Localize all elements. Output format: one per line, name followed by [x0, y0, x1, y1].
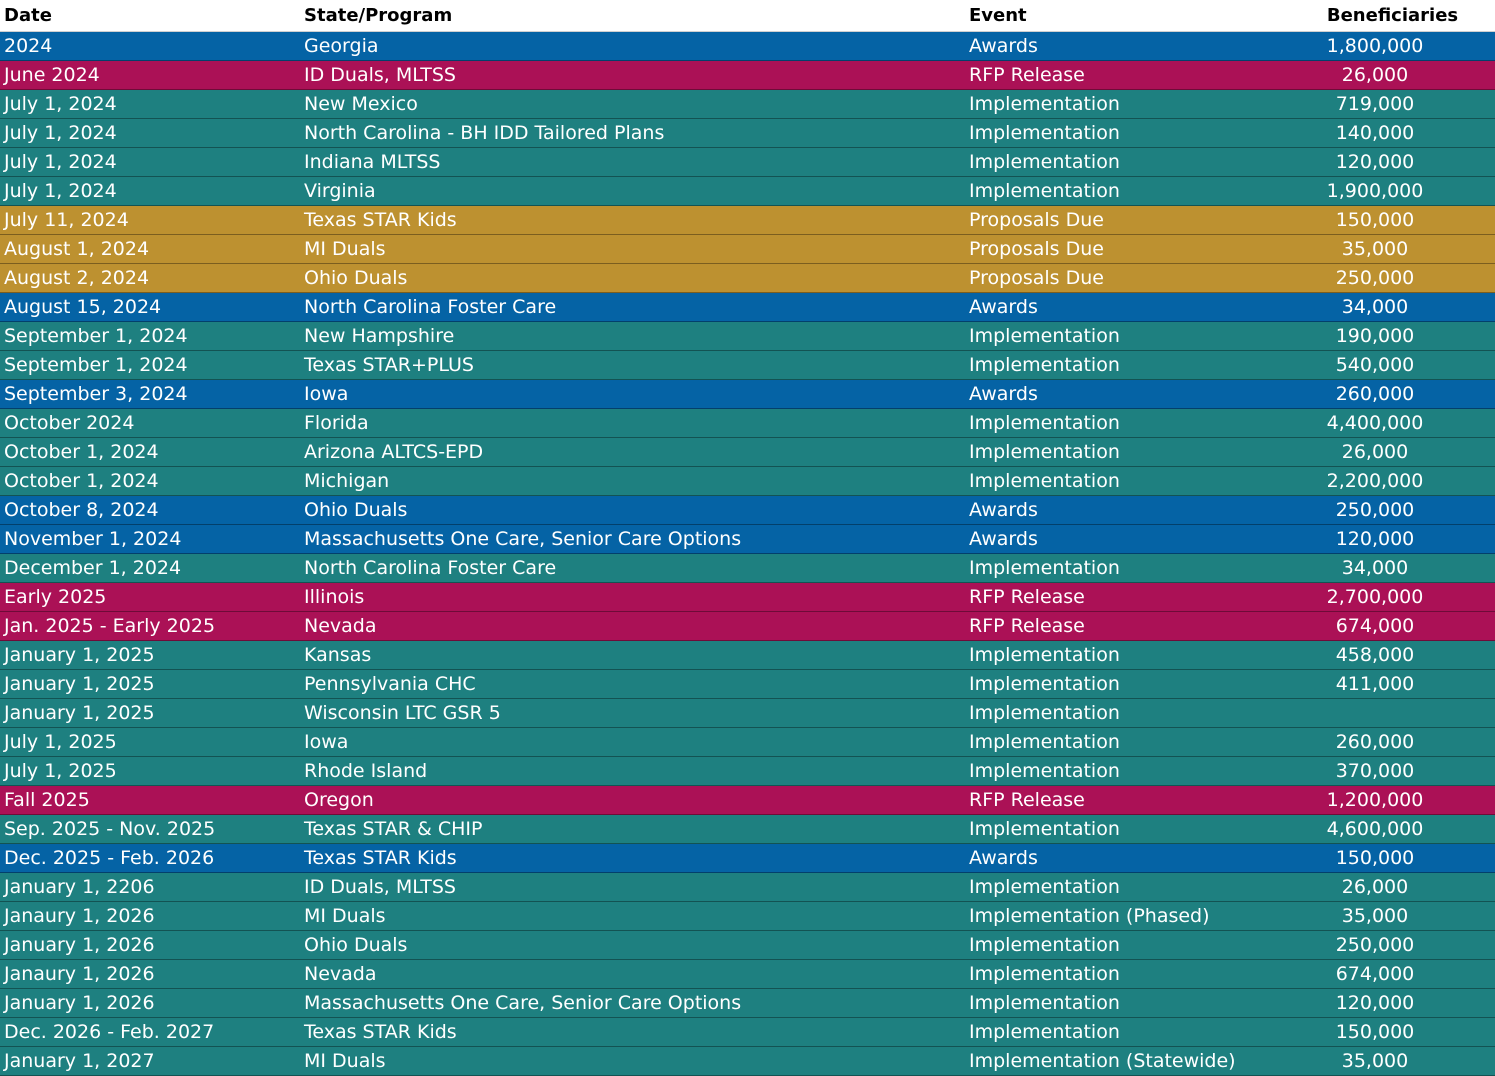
cell-event[interactable]: Implementation	[969, 644, 1120, 666]
table-row[interactable]	[0, 554, 1495, 583]
cell-event[interactable]: Awards	[969, 499, 1038, 521]
table-row[interactable]	[0, 525, 1495, 554]
cell-event[interactable]: Implementation	[969, 354, 1120, 376]
cell-program[interactable]: Oregon	[304, 789, 374, 811]
table-body	[0, 32, 1495, 1076]
cell-beneficiaries[interactable]: 2,200,000	[1326, 470, 1424, 492]
cell-date[interactable]: October 2024	[4, 412, 135, 434]
column-header-program[interactable]: State/Program	[304, 5, 453, 26]
cell-date[interactable]: January 1, 2025	[4, 673, 155, 695]
cell-date[interactable]: October 8, 2024	[4, 499, 159, 521]
cell-date[interactable]: July 1, 2024	[4, 151, 117, 173]
cell-date[interactable]: 2024	[4, 35, 53, 57]
cell-program[interactable]: New Hampshire	[304, 325, 455, 347]
cell-beneficiaries[interactable]: 1,900,000	[1326, 180, 1424, 202]
cell-program[interactable]: Texas STAR Kids	[304, 847, 457, 869]
cell-beneficiaries[interactable]: 26,000	[1341, 441, 1409, 463]
cell-event[interactable]: Awards	[969, 528, 1038, 550]
cell-beneficiaries[interactable]: 26,000	[1341, 876, 1409, 898]
cell-event[interactable]: RFP Release	[969, 615, 1085, 637]
table-row[interactable]	[0, 931, 1495, 960]
table-row[interactable]	[0, 728, 1495, 757]
cell-beneficiaries[interactable]: 120,000	[1335, 528, 1415, 550]
cell-beneficiaries[interactable]: 719,000	[1335, 93, 1415, 115]
cell-program[interactable]: Wisconsin LTC GSR 5	[304, 702, 501, 724]
column-header-beneficiaries[interactable]: Beneficiaries	[1326, 5, 1459, 26]
cell-beneficiaries[interactable]: 35,000	[1341, 905, 1409, 927]
cell-program[interactable]: Massachusetts One Care, Senior Care Options	[304, 992, 742, 1014]
cell-event[interactable]: Proposals Due	[969, 209, 1104, 231]
table-row[interactable]	[0, 235, 1495, 264]
cell-event[interactable]: Awards	[969, 383, 1038, 405]
cell-date[interactable]: Janaury 1, 2026	[4, 905, 155, 927]
cell-program[interactable]: Pennsylvania CHC	[304, 673, 476, 695]
cell-event[interactable]: Implementation	[969, 441, 1120, 463]
table-row[interactable]	[0, 206, 1495, 235]
cell-program[interactable]: Indiana MLTSS	[304, 151, 441, 173]
cell-program[interactable]: Texas STAR & CHIP	[304, 818, 483, 840]
cell-event[interactable]: Proposals Due	[969, 267, 1104, 289]
cell-event[interactable]: Awards	[969, 296, 1038, 318]
cell-event[interactable]: Implementation	[969, 934, 1120, 956]
cell-event[interactable]: Implementation	[969, 470, 1120, 492]
cell-date[interactable]: July 1, 2024	[4, 93, 117, 115]
cell-date[interactable]: January 1, 2026	[4, 992, 155, 1014]
cell-beneficiaries[interactable]: 260,000	[1335, 731, 1415, 753]
cell-date[interactable]: October 1, 2024	[4, 470, 159, 492]
cell-beneficiaries[interactable]: 150,000	[1335, 209, 1415, 231]
cell-date[interactable]: August 2, 2024	[4, 267, 150, 289]
cell-beneficiaries[interactable]: 34,000	[1341, 296, 1409, 318]
cell-event[interactable]: Implementation (Statewide)	[969, 1050, 1236, 1072]
cell-event[interactable]: Implementation	[969, 151, 1120, 173]
cell-date[interactable]: January 1, 2206	[4, 876, 155, 898]
cell-date[interactable]: November 1, 2024	[4, 528, 182, 550]
cell-date[interactable]: September 1, 2024	[4, 354, 188, 376]
cell-program[interactable]: North Carolina Foster Care	[304, 557, 557, 579]
cell-date[interactable]: January 1, 2025	[4, 702, 155, 724]
cell-program[interactable]: Ohio Duals	[304, 499, 408, 521]
cell-date[interactable]: July 11, 2024	[4, 209, 129, 231]
cell-beneficiaries[interactable]: 190,000	[1335, 325, 1415, 347]
table-row[interactable]	[0, 757, 1495, 786]
cell-program[interactable]: Florida	[304, 412, 369, 434]
cell-event[interactable]: RFP Release	[969, 789, 1085, 811]
cell-date[interactable]: Jan. 2025 - Early 2025	[4, 615, 216, 637]
table-row[interactable]	[0, 467, 1495, 496]
table-row[interactable]	[0, 148, 1495, 177]
table-row[interactable]	[0, 1018, 1495, 1047]
cell-beneficiaries[interactable]: 411,000	[1335, 673, 1415, 695]
table-row[interactable]	[0, 264, 1495, 293]
cell-beneficiaries[interactable]: 458,000	[1335, 644, 1415, 666]
cell-beneficiaries[interactable]: 370,000	[1335, 760, 1415, 782]
cell-date[interactable]: July 1, 2024	[4, 122, 117, 144]
cell-program[interactable]: MI Duals	[304, 238, 386, 260]
table-row[interactable]	[0, 61, 1495, 90]
table-row[interactable]	[0, 641, 1495, 670]
cell-date[interactable]: August 15, 2024	[4, 296, 162, 318]
cell-program[interactable]: Texas STAR Kids	[304, 1021, 457, 1043]
cell-program[interactable]: New Mexico	[304, 93, 418, 115]
table-row[interactable]	[0, 873, 1495, 902]
cell-beneficiaries[interactable]: 26,000	[1341, 64, 1409, 86]
cell-beneficiaries[interactable]: 250,000	[1335, 267, 1415, 289]
cell-event[interactable]: Implementation	[969, 963, 1120, 985]
cell-beneficiaries[interactable]: 150,000	[1335, 1021, 1415, 1043]
cell-beneficiaries[interactable]: 250,000	[1335, 499, 1415, 521]
cell-event[interactable]: Implementation	[969, 325, 1120, 347]
cell-event[interactable]: Implementation	[969, 93, 1120, 115]
cell-date[interactable]: June 2024	[4, 64, 100, 86]
cell-beneficiaries[interactable]: 34,000	[1341, 557, 1409, 579]
cell-date[interactable]: September 1, 2024	[4, 325, 188, 347]
cell-event[interactable]: Implementation	[969, 760, 1120, 782]
cell-program[interactable]: ID Duals, MLTSS	[304, 64, 456, 86]
table-row[interactable]	[0, 119, 1495, 148]
table-row[interactable]	[0, 409, 1495, 438]
cell-date[interactable]: July 1, 2024	[4, 180, 117, 202]
cell-event[interactable]: RFP Release	[969, 64, 1085, 86]
cell-date[interactable]: August 1, 2024	[4, 238, 150, 260]
header-row	[0, 0, 1495, 32]
cell-program[interactable]: Iowa	[304, 731, 349, 753]
table-row[interactable]	[0, 496, 1495, 525]
cell-date[interactable]: January 1, 2025	[4, 644, 155, 666]
cell-program[interactable]: MI Duals	[304, 1050, 386, 1072]
table-row[interactable]	[0, 32, 1495, 61]
column-header-date[interactable]: Date	[4, 5, 52, 26]
cell-date[interactable]: Janaury 1, 2026	[4, 963, 155, 985]
cell-program[interactable]: North Carolina Foster Care	[304, 296, 557, 318]
cell-date[interactable]: Fall 2025	[4, 789, 90, 811]
table-row[interactable]	[0, 322, 1495, 351]
table-row[interactable]	[0, 844, 1495, 873]
cell-date[interactable]: Dec. 2026 - Feb. 2027	[4, 1021, 215, 1043]
cell-beneficiaries[interactable]: 260,000	[1335, 383, 1415, 405]
cell-program[interactable]: Rhode Island	[304, 760, 428, 782]
cell-event[interactable]: Awards	[969, 35, 1038, 57]
table-row[interactable]	[0, 293, 1495, 322]
cell-beneficiaries[interactable]: 4,600,000	[1326, 818, 1424, 840]
cell-event[interactable]: RFP Release	[969, 586, 1085, 608]
cell-beneficiaries[interactable]: 674,000	[1335, 615, 1415, 637]
table-row[interactable]	[0, 786, 1495, 815]
table-row[interactable]	[0, 989, 1495, 1018]
cell-event[interactable]: Implementation	[969, 412, 1120, 434]
table-row[interactable]	[0, 612, 1495, 641]
cell-event[interactable]: Implementation (Phased)	[969, 905, 1210, 927]
cell-event[interactable]: Implementation	[969, 1021, 1120, 1043]
cell-program[interactable]: Texas STAR+PLUS	[304, 354, 474, 376]
cell-program[interactable]: North Carolina - BH IDD Tailored Plans	[304, 122, 665, 144]
cell-event[interactable]: Proposals Due	[969, 238, 1104, 260]
table-row[interactable]	[0, 380, 1495, 409]
table-row[interactable]	[0, 670, 1495, 699]
cell-event[interactable]: Implementation	[969, 557, 1120, 579]
cell-event[interactable]: Implementation	[969, 673, 1120, 695]
cell-beneficiaries[interactable]: 2,700,000	[1326, 586, 1424, 608]
cell-program[interactable]: Massachusetts One Care, Senior Care Options	[304, 528, 742, 550]
column-header-event[interactable]: Event	[969, 5, 1027, 26]
cell-beneficiaries[interactable]: 140,000	[1335, 122, 1415, 144]
cell-date[interactable]: January 1, 2027	[4, 1050, 155, 1072]
cell-beneficiaries[interactable]: 4,400,000	[1326, 412, 1424, 434]
table-row[interactable]	[0, 177, 1495, 206]
cell-beneficiaries[interactable]: 540,000	[1335, 354, 1415, 376]
cell-date[interactable]: January 1, 2026	[4, 934, 155, 956]
cell-event[interactable]: Implementation	[969, 702, 1120, 724]
cell-event[interactable]: Implementation	[969, 876, 1120, 898]
table-row[interactable]	[0, 902, 1495, 931]
cell-date[interactable]: Early 2025	[4, 586, 107, 608]
cell-beneficiaries[interactable]: 250,000	[1335, 934, 1415, 956]
cell-program[interactable]: Kansas	[304, 644, 372, 666]
cell-date[interactable]: Dec. 2025 - Feb. 2026	[4, 847, 215, 869]
cell-date[interactable]: October 1, 2024	[4, 441, 159, 463]
cell-program[interactable]: ID Duals, MLTSS	[304, 876, 456, 898]
table-row[interactable]	[0, 90, 1495, 119]
cell-beneficiaries[interactable]: 120,000	[1335, 992, 1415, 1014]
cell-event[interactable]: Awards	[969, 847, 1038, 869]
table-row[interactable]	[0, 351, 1495, 380]
cell-program[interactable]: Illinois	[304, 586, 365, 608]
cell-date[interactable]: December 1, 2024	[4, 557, 182, 579]
cell-event[interactable]: Implementation	[969, 122, 1120, 144]
cell-event[interactable]: Implementation	[969, 731, 1120, 753]
cell-date[interactable]: Sep. 2025 - Nov. 2025	[4, 818, 216, 840]
cell-program[interactable]: Michigan	[304, 470, 390, 492]
cell-program[interactable]: MI Duals	[304, 905, 386, 927]
cell-date[interactable]: July 1, 2025	[4, 760, 117, 782]
cell-program[interactable]: Nevada	[304, 615, 377, 637]
cell-beneficiaries[interactable]: 150,000	[1335, 847, 1415, 869]
cell-beneficiaries[interactable]: 674,000	[1335, 963, 1415, 985]
table-row[interactable]	[0, 815, 1495, 844]
table-row[interactable]	[0, 960, 1495, 989]
cell-beneficiaries[interactable]: 35,000	[1341, 1050, 1409, 1072]
cell-program[interactable]: Arizona ALTCS-EPD	[304, 441, 484, 463]
cell-beneficiaries[interactable]: 120,000	[1335, 151, 1415, 173]
cell-program[interactable]: Georgia	[304, 35, 379, 57]
cell-beneficiaries[interactable]: 35,000	[1341, 238, 1409, 260]
cell-event[interactable]: Implementation	[969, 180, 1120, 202]
cell-program[interactable]: Texas STAR Kids	[304, 209, 457, 231]
cell-program[interactable]: Virginia	[304, 180, 376, 202]
table-row[interactable]	[0, 699, 1495, 728]
cell-program[interactable]: Nevada	[304, 963, 377, 985]
table-row[interactable]	[0, 1047, 1495, 1076]
cell-beneficiaries[interactable]: 1,200,000	[1326, 789, 1424, 811]
table-row[interactable]	[0, 438, 1495, 467]
cell-program[interactable]: Ohio Duals	[304, 267, 408, 289]
cell-program[interactable]: Iowa	[304, 383, 349, 405]
cell-date[interactable]: September 3, 2024	[4, 383, 188, 405]
cell-event[interactable]: Implementation	[969, 818, 1120, 840]
table-row[interactable]	[0, 583, 1495, 612]
cell-beneficiaries[interactable]: 1,800,000	[1326, 35, 1424, 57]
cell-event[interactable]: Implementation	[969, 992, 1120, 1014]
cell-date[interactable]: July 1, 2025	[4, 731, 117, 753]
cell-program[interactable]: Ohio Duals	[304, 934, 408, 956]
